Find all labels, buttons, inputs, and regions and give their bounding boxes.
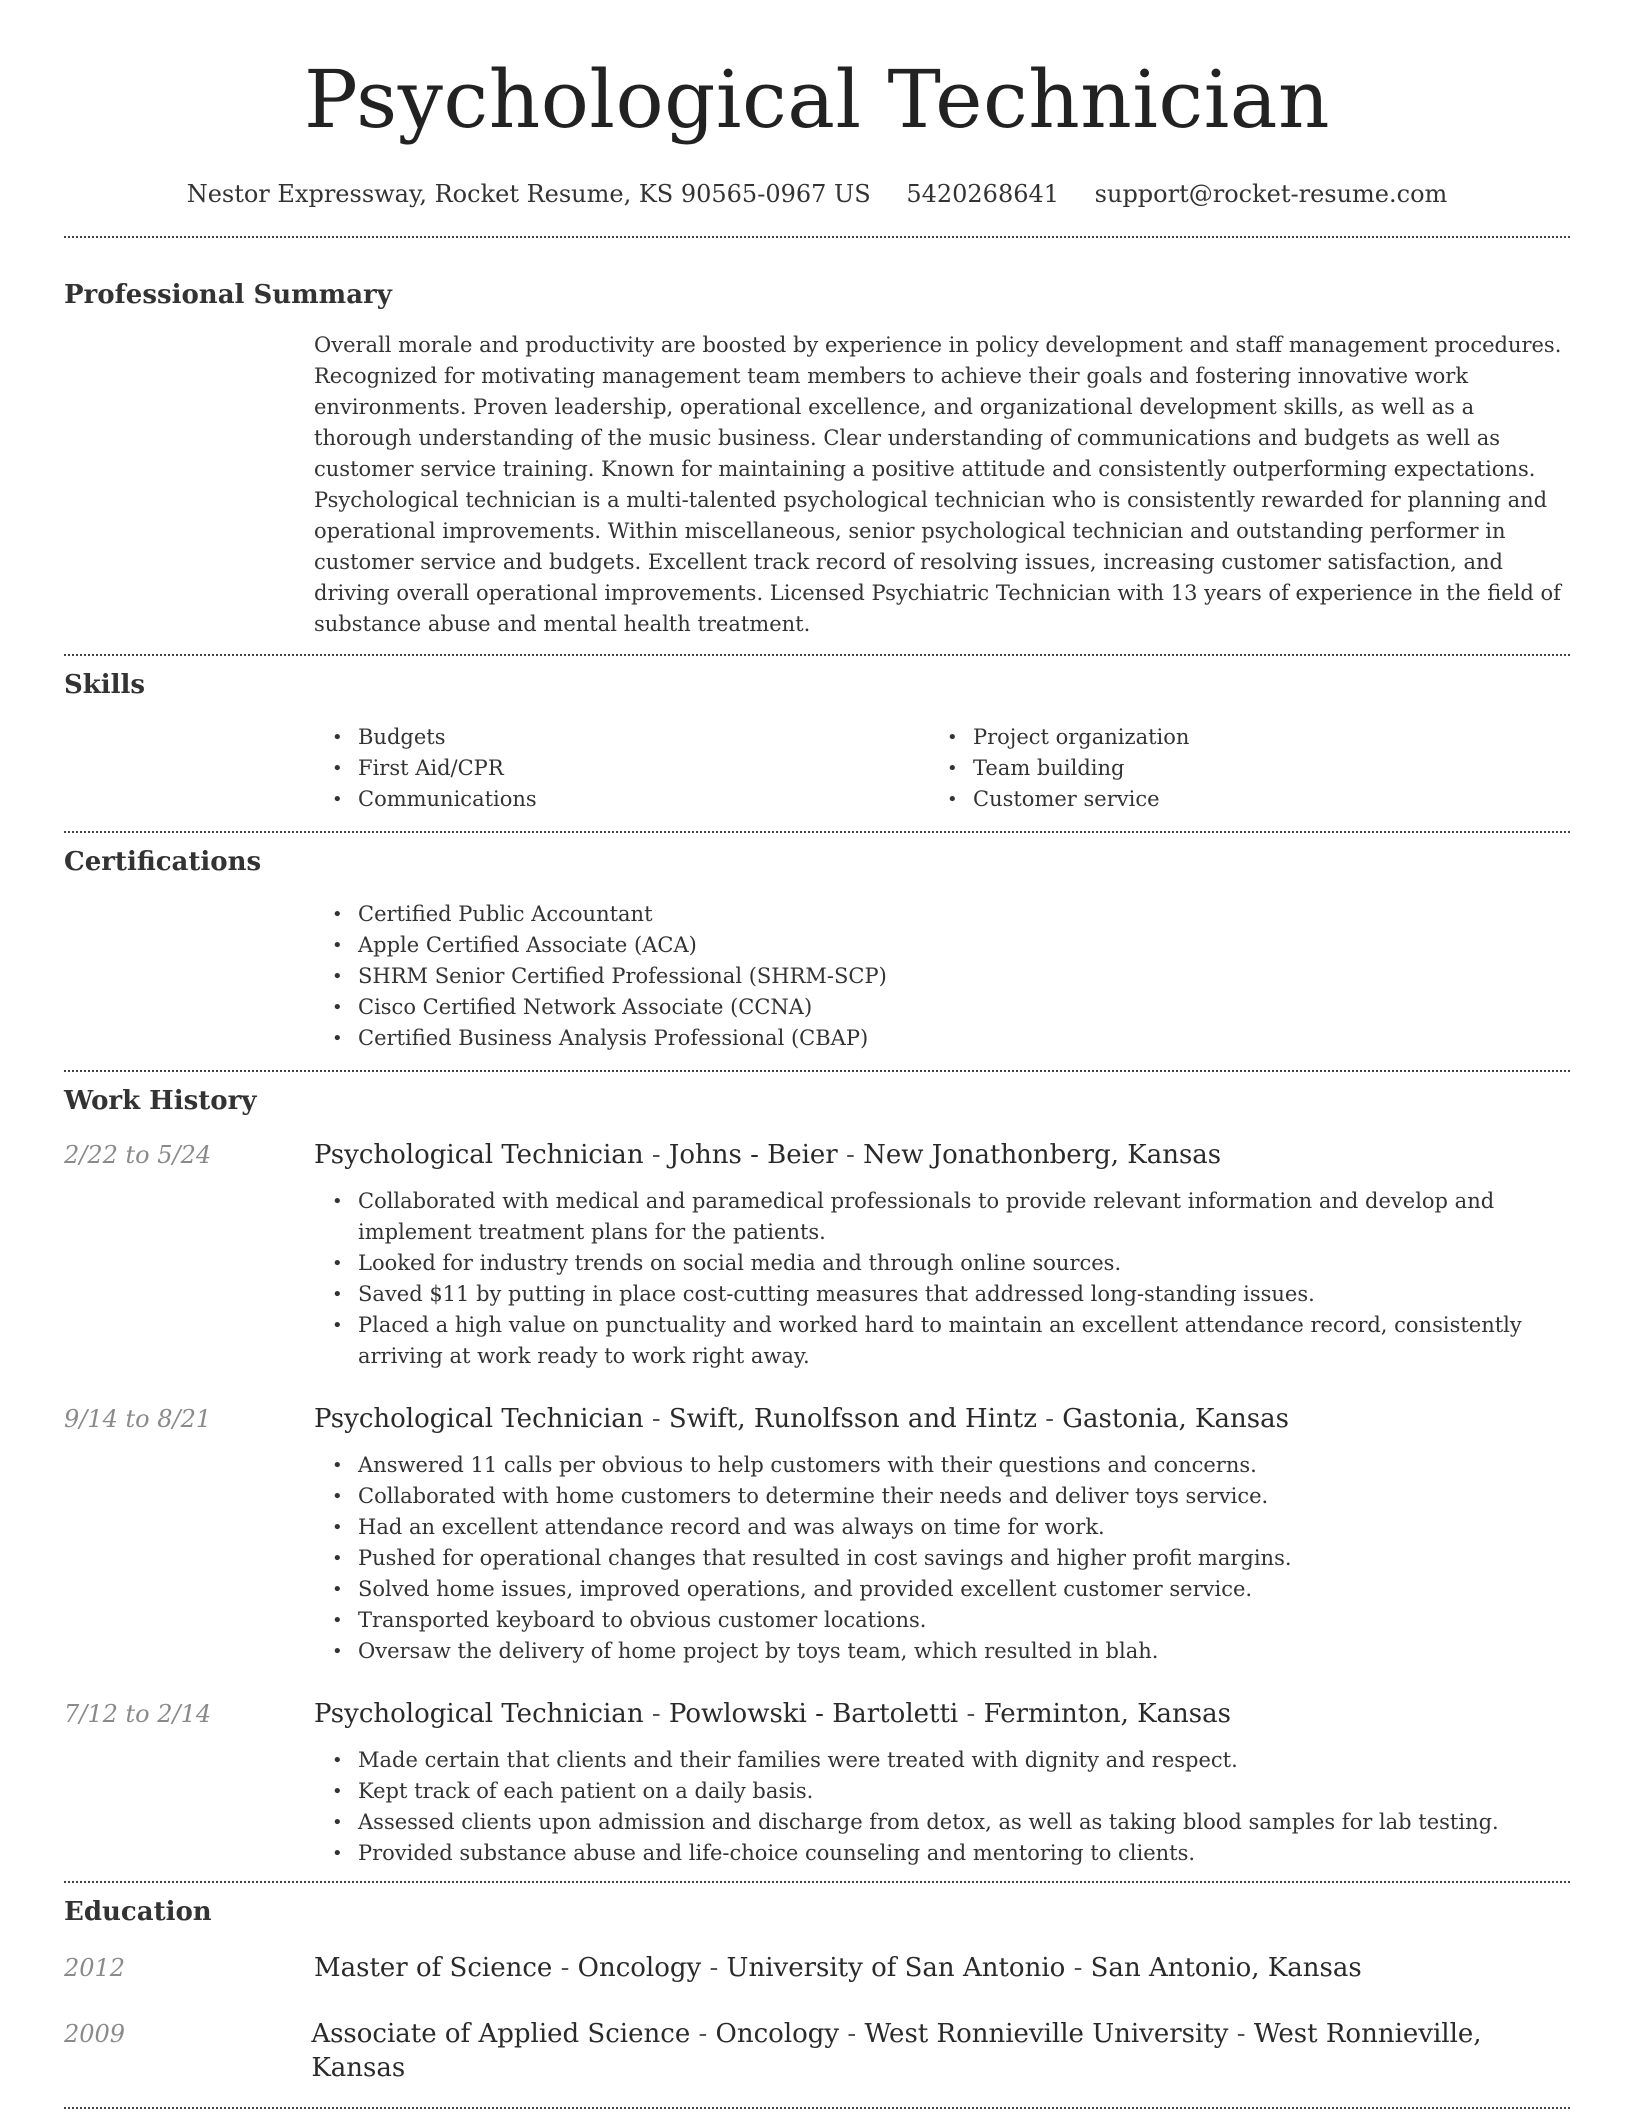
contact-phone: 5420268641	[906, 180, 1060, 208]
certification-item: • Certified Business Analysis Professional (CBAP)	[314, 1023, 1570, 1054]
contact-address: Nestor Expressway, Rocket Resume, KS 90565-0967 US	[186, 180, 871, 208]
education-title: Associate of Applied Science - Oncology - West Ronnieville University - West Ronnieville, Kansas	[311, 2019, 1482, 2083]
skill-item: • Customer service	[929, 784, 1544, 815]
skills-list-left	[314, 722, 929, 815]
education-title: Master of Science - Oncology - University of San Antonio - San Antonio, Kansas	[314, 1953, 1362, 1983]
summary-section	[64, 278, 1570, 640]
contact-email[interactable]: support@rocket-resume.com	[1094, 180, 1448, 208]
job-header	[64, 1138, 1570, 1172]
job-header	[64, 1402, 1570, 1436]
section-title-certifications: Certifications	[64, 847, 262, 877]
job-title: Psychological Technician - Powlowski - Bartoletti - Ferminton, Kansas	[314, 1699, 1231, 1729]
job-dates: 7/12 to 2/14	[64, 1700, 212, 1728]
skill-item: • Communications	[314, 784, 929, 815]
job-dates: 9/14 to 8/21	[64, 1405, 212, 1433]
job-company: Powlowski - Bartoletti	[668, 1699, 959, 1729]
section-title-skills: Skills	[64, 670, 146, 700]
job-bullet: • Transported keyboard to obvious customer locations.	[314, 1605, 1570, 1636]
job-bullet: • Collaborated with home customers to determine their needs and deliver toys service.	[314, 1481, 1570, 1512]
job-bullet: • Oversaw the delivery of home project by toys team, which resulted in blah.	[314, 1636, 1570, 1667]
certification-item: • Apple Certified Associate (ACA)	[314, 930, 1570, 961]
job-bullet: • Placed a high value on punctuality and worked hard to maintain an excellent attendance record, consistently arriving at work ready to work right away.	[314, 1310, 1570, 1372]
education-degree: Associate of Applied Science	[311, 2019, 691, 2049]
job-role: Psychological Technician	[314, 1699, 644, 1729]
skill-item: • First Aid/CPR	[314, 753, 929, 784]
job-company: Swift, Runolfsson and Hintz	[668, 1404, 1037, 1434]
education-year: 2012	[64, 1954, 126, 1982]
job-bullet: • Saved $11 by putting in place cost-cutting measures that addressed long-standing issues.	[314, 1279, 1570, 1310]
skill-item: • Project organization	[929, 722, 1544, 753]
divider	[64, 236, 1570, 238]
certification-item: • SHRM Senior Certified Professional (SHRM-SCP)	[314, 961, 1570, 992]
work-history-section	[64, 1084, 1570, 1869]
certifications-section	[64, 845, 1570, 1054]
divider	[64, 1070, 1570, 1072]
job-entry	[64, 1138, 1570, 1372]
education-degree: Master of Science	[314, 1953, 553, 1983]
skills-section	[64, 668, 1570, 815]
resume-name: Psychological Technician	[303, 53, 1331, 146]
job-entry	[64, 1697, 1570, 1869]
certification-item: • Certified Public Accountant	[314, 899, 1570, 930]
divider	[64, 2107, 1570, 2109]
section-title-work: Work History	[64, 1086, 257, 1116]
job-bullet: • Assessed clients upon admission and discharge from detox, as well as taking blood samples for lab testing.	[314, 1807, 1570, 1838]
divider	[64, 654, 1570, 656]
job-location: Gastonia, Kansas	[1062, 1404, 1289, 1434]
job-title: Psychological Technician - Swift, Runolfsson and Hintz - Gastonia, Kansas	[314, 1404, 1289, 1434]
job-bullet: • Answered 11 calls per obvious to help customers with their questions and concerns.	[314, 1450, 1570, 1481]
job-bullet: • Provided substance abuse and life-choice counseling and mentoring to clients.	[314, 1838, 1570, 1869]
job-bullet: • Pushed for operational changes that resulted in cost savings and higher profit margins.	[314, 1543, 1570, 1574]
job-bullet: • Kept track of each patient on a daily basis.	[314, 1776, 1570, 1807]
contact-line	[64, 178, 1570, 210]
summary-text: Overall morale and productivity are boosted by experience in policy development and staff management procedures. Recognized for motivating management team members to achieve their goals and fostering innovative work environments. Proven leadership, operational excellence, and organizational development skills, as well as a thorough understanding of the music business. Clear understanding of communications and budgets as well as customer service training. Known for maintaining a positive attitude and consistently outperforming expectations. Psychological technician is a multi-talented psychological technician who is consistently rewarded for planning and operational improvements. Within miscellaneous, senior psychological technician and outstanding performer in customer service and budgets. Excellent track record of resolving issues, increasing customer satisfaction, and driving overall operational improvements. Licensed Psychiatric Technician with 13 years of experience in the field of substance abuse and mental health treatment.	[314, 333, 1562, 636]
job-bullet: • Looked for industry trends on social media and through online sources.	[314, 1248, 1570, 1279]
job-bullet: • Solved home issues, improved operations, and provided excellent customer service.	[314, 1574, 1570, 1605]
job-location: Ferminton, Kansas	[983, 1699, 1231, 1729]
education-section	[64, 1895, 1570, 2085]
divider	[64, 831, 1570, 833]
job-bullets	[314, 1450, 1570, 1667]
job-bullet: • Made certain that clients and their families were treated with dignity and respect.	[314, 1745, 1570, 1776]
skill-item: • Team building	[929, 753, 1544, 784]
skills-list-right	[929, 722, 1544, 815]
job-company: Johns - Beier	[668, 1140, 838, 1170]
education-field: Oncology	[577, 1953, 702, 1983]
education-entry	[64, 2017, 1570, 2085]
job-bullet: • Collaborated with medical and paramedical professionals to provide relevant information and develop and implement treatment plans for the patients.	[314, 1186, 1570, 1248]
job-location: New Jonathonberg, Kansas	[863, 1140, 1222, 1170]
job-bullet: • Had an excellent attendance record and was always on time for work.	[314, 1512, 1570, 1543]
job-role: Psychological Technician	[314, 1404, 644, 1434]
divider	[64, 1881, 1570, 1883]
job-bullets	[314, 1745, 1570, 1869]
skills-grid	[314, 722, 1570, 815]
certifications-list	[314, 899, 1570, 1054]
education-location: West Ronnieville, Kansas	[311, 2019, 1482, 2083]
skill-item: • Budgets	[314, 722, 929, 753]
section-title-education: Education	[64, 1897, 212, 1927]
certification-item: • Cisco Certified Network Associate (CCNA)	[314, 992, 1570, 1023]
education-location: San Antonio, Kansas	[1090, 1953, 1362, 1983]
job-bullets	[314, 1186, 1570, 1372]
education-school: West Ronnieville University	[864, 2019, 1229, 2049]
job-title: Psychological Technician - Johns - Beier - New Jonathonberg, Kansas	[314, 1140, 1222, 1170]
education-year: 2009	[64, 2020, 126, 2048]
education-school: University of San Antonio	[726, 1953, 1066, 1983]
education-field: Oncology	[715, 2019, 840, 2049]
resume-page	[64, 0, 1570, 2109]
education-entry	[64, 1951, 1570, 1985]
job-dates: 2/22 to 5/24	[64, 1141, 212, 1169]
job-role: Psychological Technician	[314, 1140, 644, 1170]
job-header	[64, 1697, 1570, 1731]
section-title-summary: Professional Summary	[64, 280, 392, 310]
job-entry	[64, 1402, 1570, 1667]
